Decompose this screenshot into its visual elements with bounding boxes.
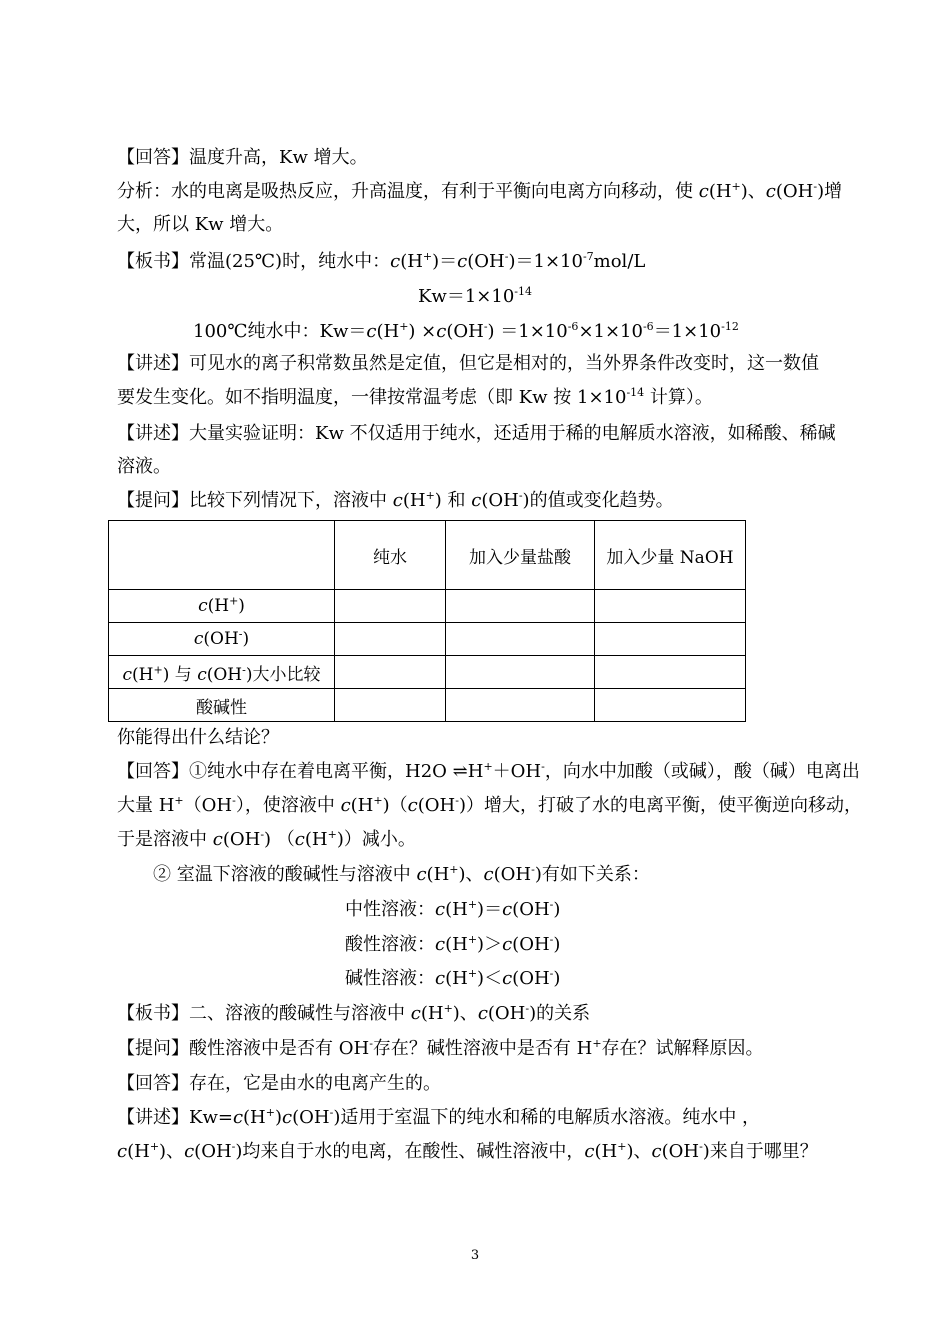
table-cell	[595, 590, 746, 623]
table-cell	[446, 590, 595, 623]
table-cell	[446, 656, 595, 689]
table-row	[109, 656, 746, 689]
table-cell	[595, 656, 746, 689]
header-pure-water: 纯水	[335, 521, 446, 590]
lecture-kw-line-1: 【讲述】Kw=c(H+)c(OH-)适用于室温下的纯水和稀的电解质水溶液。纯水中 ，	[117, 1106, 761, 1128]
lecture-line-1: 【讲述】可见水的离子积常数虽然是定值，但它是相对的，当外界条件改变时，这一数值	[117, 353, 819, 374]
board-100c-line: 100℃纯水中：$Kw=c(H^+) \times c(OH^-) =1\times 10^{-6}\times 1\times 10^{-6}=1\times 10^{-12}$	[193, 320, 739, 342]
answer-2-line-4: ② 室温下溶液的酸碱性与溶液中 c(H+)、c(OH-)有如下关系：	[153, 863, 650, 885]
question-line: 【提问】比较下列情况下，溶液中 c(H+) 和 c(OH-)的值或变化趋势。	[117, 489, 674, 511]
lecture-line-2: 要发生变化。如不指明温度，一律按常温考虑（即 Kw 按 $1\times 10^{-14}$ 计算）。	[117, 386, 713, 408]
table-cell	[595, 623, 746, 656]
board-line-2: 【板书】二、溶液的酸碱性与溶液中 c(H+)、c(OH-)的关系	[117, 1002, 591, 1024]
neutral-relation: 中性溶液：c(H+)＝c(OH-)	[345, 898, 561, 920]
board-kw-line: $Kw=1\times 10^{-14}$	[417, 285, 532, 307]
acidic-relation: 酸性溶液：c(H+)＞c(OH-)	[345, 933, 561, 955]
basic-relation: 碱性溶液：c(H+)＜c(OH-)	[345, 967, 561, 989]
equilibrium-arrow-icon: ⇌	[452, 761, 468, 782]
answer-2-line-3: 于是溶液中 c(OH-) （c(H+)）减小。	[117, 828, 416, 850]
table-corner-cell	[109, 521, 335, 590]
lecture-kw-line-2: c(H+)、c(OH-)均来自于水的电离，在酸性、碱性溶液中，c(H+)、c(OH-)来自于哪里？	[117, 1140, 818, 1162]
lecture-line-4: 溶液。	[117, 456, 171, 477]
table-row	[109, 590, 746, 623]
answer-2-line-1: 【回答】①纯水中存在着电离平衡，H2O ⇌H+＋OH-，向水中加酸（或碱），酸（碱）电离出	[117, 760, 860, 782]
board-line-1: 【板书】常温(25℃)时，纯水中：$c(H^+)=c(OH^-)=1\times 10^{-7}mol/L$	[117, 250, 646, 272]
analysis-line-1: 分析：水的电离是吸热反应，升高温度，有利于平衡向电离方向移动，使 c(H+)、c(OH-)增	[117, 180, 843, 202]
question-2-line: 【提问】酸性溶液中是否有 OH-存在？碱性溶液中是否有 H+存在？试解释原因。	[117, 1037, 764, 1059]
row-label-acidity: 酸碱性	[109, 689, 335, 722]
page-number: 3	[470, 1248, 480, 1263]
table-row	[109, 623, 746, 656]
row-label-compare: c(H+) 与 c(OH-)大小比较	[109, 656, 335, 689]
conclusion-question: 你能得出什么结论？	[117, 727, 279, 748]
answer-2-line-2: 大量 H+（OH-），使溶液中 c(H+)（c(OH-)）增大，打破了水的电离平衡，使平衡逆向移动，	[117, 794, 862, 816]
header-add-naoh: 加入少量 NaOH	[595, 521, 746, 590]
table-cell	[595, 689, 746, 722]
table-header-row	[109, 521, 746, 590]
row-label-oh: c(OH-)	[109, 623, 335, 656]
header-add-hcl: 加入少量盐酸	[446, 521, 595, 590]
answer-line-1: 【回答】温度升高，Kw 增大。	[117, 147, 368, 168]
table-cell	[446, 623, 595, 656]
comparison-table	[108, 520, 746, 722]
table-row	[109, 689, 746, 722]
table-cell	[446, 689, 595, 722]
table-cell	[335, 656, 446, 689]
answer-3-line: 【回答】存在，它是由水的电离产生的。	[117, 1073, 441, 1094]
table-cell	[335, 623, 446, 656]
row-label-h: c(H+)	[109, 590, 335, 623]
analysis-line-2: 大，所以 Kw 增大。	[117, 214, 284, 235]
lecture-line-3: 【讲述】大量实验证明：Kw 不仅适用于纯水，还适用于稀的电解质水溶液，如稀酸、稀碱	[117, 423, 836, 444]
table-cell	[335, 590, 446, 623]
table-cell	[335, 689, 446, 722]
